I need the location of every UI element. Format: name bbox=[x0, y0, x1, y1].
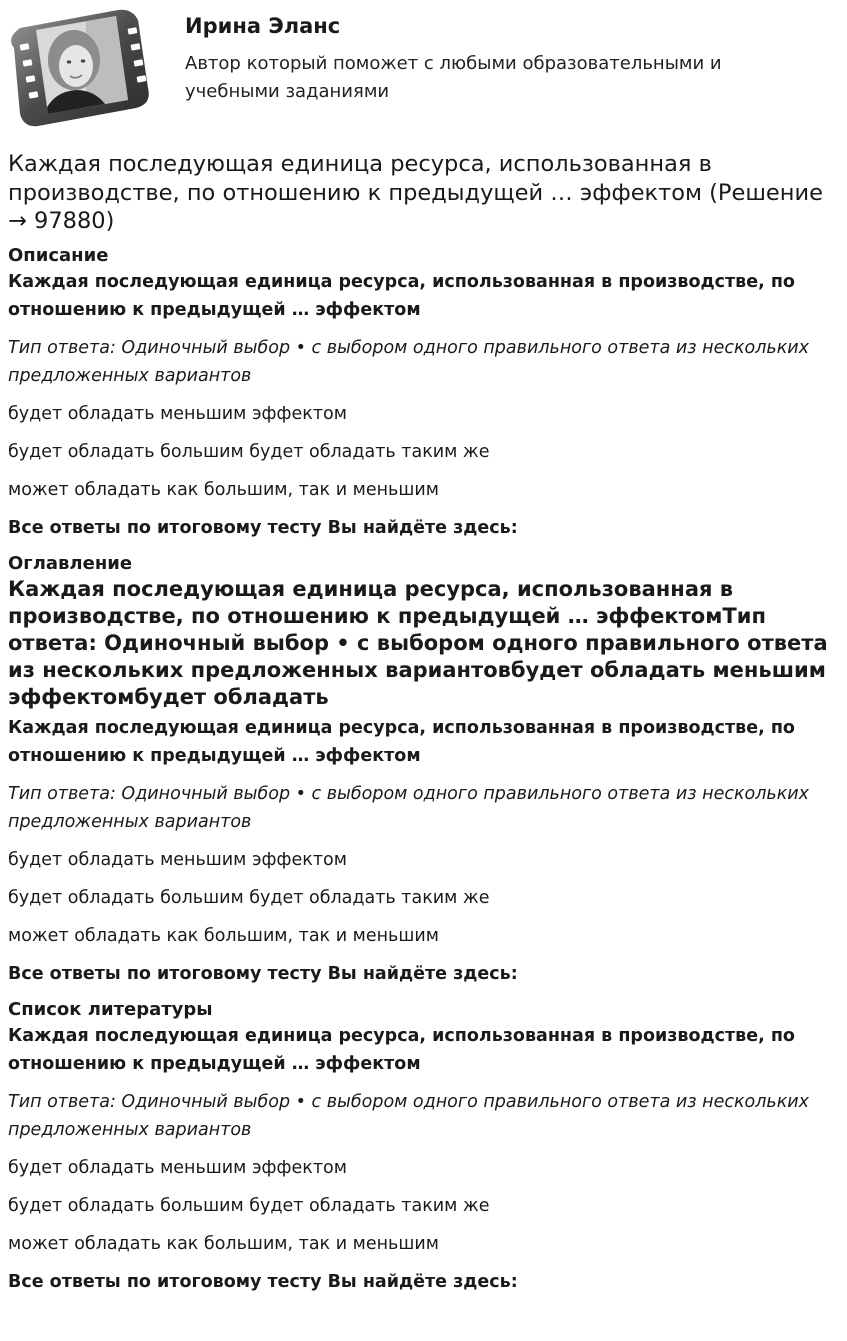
answer-option: будет обладать большим будет обладать таким же bbox=[8, 441, 490, 462]
question-text: Каждая последующая единица ресурса, использованная в производстве, по отношению к предыдущей … эффектом bbox=[8, 717, 795, 766]
answer-option: может обладать как большим, так и меньшим bbox=[8, 479, 439, 500]
all-answers-link-text[interactable]: Все ответы по итоговому тесту Вы найдёте здесь: bbox=[8, 517, 518, 538]
references-block bbox=[8, 1022, 840, 1296]
answer-option: будет обладать большим будет обладать таким же bbox=[8, 1195, 490, 1216]
description-block bbox=[8, 268, 840, 542]
all-answers-link-text[interactable]: Все ответы по итоговому тесту Вы найдёте здесь: bbox=[8, 1271, 518, 1292]
section-heading-references: Список литературы bbox=[8, 998, 213, 1020]
main-content bbox=[8, 150, 840, 1306]
answer-type-text: Тип ответа: Одиночный выбор • с выбором одного правильного ответа из нескольких предложенных вариантов bbox=[8, 337, 810, 386]
answer-type-text: Тип ответа: Одиночный выбор • с выбором одного правильного ответа из нескольких предложенных вариантов bbox=[8, 783, 810, 832]
author-description: Автор который поможет с любыми образовательными и учебными заданиями bbox=[185, 53, 722, 102]
answer-option: будет обладать меньшим эффектом bbox=[8, 403, 347, 424]
author-avatar[interactable] bbox=[6, 8, 152, 128]
contents-block bbox=[8, 576, 840, 988]
author-header bbox=[0, 0, 847, 140]
contents-summary: Каждая последующая единица ресурса, использованная в производстве, по отношению к предыдущей … эффектомТип ответа: Одиночный выбор • с выбором одного правильного ответа из нескольких предложенных вариантовбудет обладать меньшим эффектомбудет обладать bbox=[8, 576, 828, 709]
section-heading-description: Описание bbox=[8, 244, 109, 266]
question-text: Каждая последующая единица ресурса, использованная в производстве, по отношению к предыдущей … эффектом bbox=[8, 271, 795, 320]
section-heading-contents: Оглавление bbox=[8, 552, 133, 574]
answer-option: будет обладать меньшим эффектом bbox=[8, 1157, 347, 1178]
question-text: Каждая последующая единица ресурса, использованная в производстве, по отношению к предыдущей … эффектом bbox=[8, 1025, 795, 1074]
answer-option: может обладать как большим, так и меньшим bbox=[8, 1233, 439, 1254]
author-name[interactable]: Ирина Эланс bbox=[185, 14, 341, 38]
answer-type-text: Тип ответа: Одиночный выбор • с выбором одного правильного ответа из нескольких предложенных вариантов bbox=[8, 1091, 810, 1140]
answer-option: будет обладать большим будет обладать таким же bbox=[8, 887, 490, 908]
answer-option: будет обладать меньшим эффектом bbox=[8, 849, 347, 870]
answer-option: может обладать как большим, так и меньшим bbox=[8, 925, 439, 946]
all-answers-link-text[interactable]: Все ответы по итоговому тесту Вы найдёте здесь: bbox=[8, 963, 518, 984]
page-title: Каждая последующая единица ресурса, использованная в производстве, по отношению к предыдущей … эффектом (Решение → 97880) bbox=[8, 151, 823, 234]
